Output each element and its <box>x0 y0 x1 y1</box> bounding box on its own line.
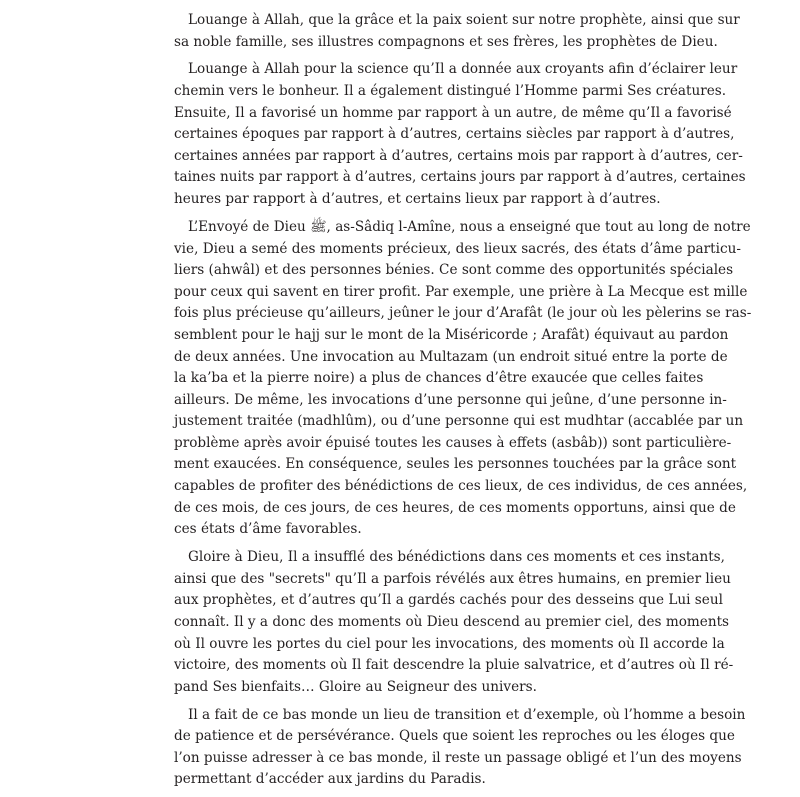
text-line: vie, Dieu a semé des moments précieux, des lieux sacrés, des états d’âme particu- <box>174 240 741 257</box>
text-line: ailleurs. De même, les invocations d’une personne qui jeûne, d’une personne in- <box>174 391 727 408</box>
text-line: taines nuits par rapport à d’autres, certains jours par rapport à d’autres, certaines <box>174 169 746 186</box>
text-line: certaines années par rapport à d’autres, certains mois par rapport à d’autres, cer- <box>174 147 743 164</box>
text-line: aux prophètes, et d’autres qu’Il a gardés cachés pour des desseins que Lui seul <box>174 592 723 609</box>
text-line: où Il ouvre les portes du ciel pour les invocations, des moments où Il accorde la <box>174 635 725 652</box>
text-line: Ensuite, Il a favorisé un homme par rapport à un autre, de même qu’Il a favorisé <box>174 104 732 121</box>
paragraph-5 <box>160 705 746 791</box>
text-line: ment exaucées. En conséquence, seules les personnes touchées par la grâce sont <box>174 456 737 473</box>
text-line: la ka’ba et la pierre noire) a plus de chances d’être exaucée que celles faites <box>174 370 704 387</box>
text-line: Gloire à Dieu, Il a insufflé des bénédictions dans ces moments et ces instants, <box>188 549 725 566</box>
text-line: certaines époques par rapport à d’autres, certains siècles par rapport à d’autres, <box>174 126 735 143</box>
paragraph-3 <box>160 217 752 541</box>
text-line: pour ceux qui savent en tirer profit. Par exemple, une prière à La Mecque est mille <box>174 283 748 300</box>
text-line: de patience et de persévérance. Quels que soient les reproches ou les éloges que <box>174 728 735 745</box>
text-line: victoire, des moments où Il fait descendre la pluie salvatrice, et d’autres où Il ré- <box>174 657 734 674</box>
text-line: Louange à Allah pour la science qu’Il a donnée aux croyants afin d’éclairer leur <box>188 61 738 78</box>
text-line: Louange à Allah, que la grâce et la paix soient sur notre prophète, ainsi que sur <box>188 12 740 28</box>
text-line: ainsi que des "secrets" qu’Il a parfois révélés aux êtres humains, en premier lieu <box>174 570 731 587</box>
text-line: permettant d’accéder aux jardins du Paradis. <box>174 771 486 788</box>
text-line: Il a fait de ce bas monde un lieu de transition et d’exemple, où l’homme a besoin <box>188 706 746 723</box>
text-line: problème après avoir épuisé toutes les causes à effets (asbâb)) sont particulière- <box>174 434 732 451</box>
text-line: fois plus précieuse qu’ailleurs, jeûner le jour d’Arafât (le jour où les pèlerins se ras- <box>174 305 752 322</box>
text-line: justement traitée (madhlûm), ou d’une personne qui est mudhtar (accablée par un <box>174 413 744 430</box>
text-line: connaît. Il y a donc des moments où Dieu descend au premier ciel, des moments <box>174 613 730 630</box>
text-line: liers (ahwâl) et des personnes bénies. Ce sont comme des opportunités spéciales <box>174 262 734 279</box>
document-page <box>160 10 752 797</box>
text-line: L’Envoyé de Dieu ﷺ, as-Sâdiq l-Amîne, nous a enseigné que tout au long de notre <box>188 218 751 235</box>
text-line: chemin vers le bonheur. Il a également distingué l’Homme parmi Ses créatures. <box>174 83 727 100</box>
paragraph-4 <box>160 547 734 698</box>
text-line: capables de profiter des bénédictions de ces lieux, de ces individus, de ces années, <box>174 478 748 495</box>
text-line: pand Ses bienfaits… Gloire au Seigneur des univers. <box>174 678 537 695</box>
paragraph-1 <box>160 10 740 53</box>
text-line: ces états d’âme favorables. <box>174 521 362 538</box>
text-line: l’on puisse adresser à ce bas monde, il reste un passage obligé et l’un des moyens <box>174 749 742 766</box>
paragraph-2 <box>160 59 746 210</box>
text-line: de ces mois, de ces jours, de ces heures, de ces moments opportuns, ainsi que de <box>174 499 736 516</box>
text-line: de deux années. Une invocation au Multazam (un endroit situé entre la porte de <box>174 348 728 365</box>
text-line: sa noble famille, ses illustres compagnons et ses frères, les prophètes de Dieu. <box>174 33 718 50</box>
text-line: heures par rapport à d’autres, et certains lieux par rapport à d’autres. <box>174 191 661 208</box>
text-line: semblent pour le hajj sur le mont de la Miséricorde ; Arafât) équivaut au pardon <box>174 326 729 343</box>
